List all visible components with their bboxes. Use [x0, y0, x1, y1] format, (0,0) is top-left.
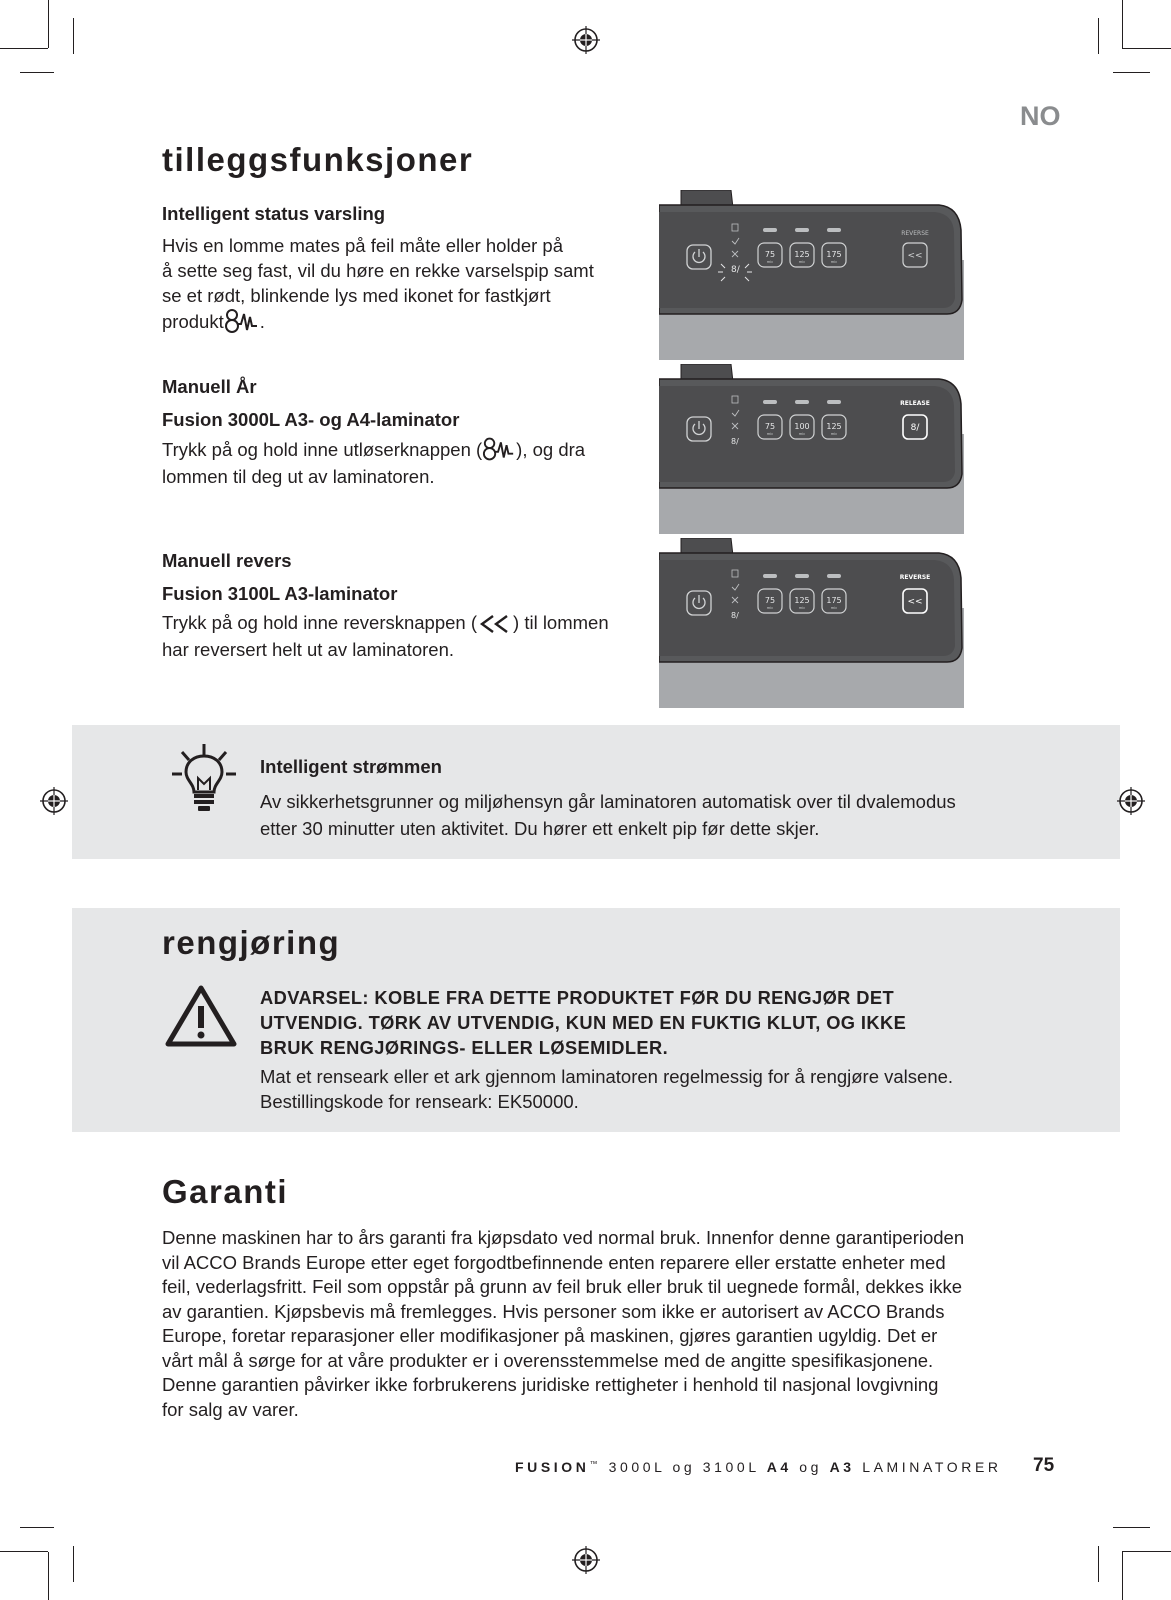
crop-mark — [1113, 1527, 1150, 1528]
crop-mark — [1122, 0, 1123, 48]
registration-mark-icon — [572, 1546, 600, 1574]
temp-unit: mic — [766, 432, 774, 436]
text-line — [162, 609, 609, 636]
temp-label: 125 — [826, 422, 842, 431]
crop-mark — [20, 72, 54, 73]
reverse-icon — [477, 613, 513, 635]
temp-unit: mic — [798, 260, 806, 264]
panel-button-label: REVERSE — [899, 574, 931, 581]
warning-line: UTVENDIG. TØRK AV UTVENDIG, KUN MED EN FUKTIG KLUT, OG IKKE — [260, 1012, 907, 1033]
release-icon — [482, 436, 516, 462]
text-line: Denne garantien påvirker ikke forbrukerens juridiske rettigheter i henhold til nasjonal lovgivning — [162, 1374, 939, 1395]
panel-button-symbol: << — [907, 251, 923, 261]
footer-conjunction: og — [799, 1459, 823, 1475]
temp-label: 175 — [826, 596, 842, 605]
crop-mark — [1113, 72, 1150, 73]
control-panel-drawing — [659, 364, 965, 534]
jam-indicator-label: 8/ — [731, 437, 739, 446]
crop-mark — [20, 1527, 54, 1528]
text-line: feil, vederlagsfritt. Feil som oppstår på grunn av feil bruk eller bruk til uegnede formål, dekkes ikke — [162, 1276, 962, 1297]
text-line: lommen til deg ut av laminatoren. — [162, 466, 435, 487]
crop-mark — [1122, 1551, 1171, 1552]
cleaning-warning — [260, 985, 906, 1060]
text-line: Europe, foretar reparasjoner eller modifikasjoner på maskinen, gjøres garantien ugyldig. Det er — [162, 1325, 938, 1346]
text-line: å sette seg fast, vil du høre en rekke varselspip samt — [162, 260, 594, 281]
tip-text — [260, 788, 956, 842]
crop-mark — [73, 18, 74, 54]
panel-button-label: RELEASE — [900, 400, 930, 407]
text-line: har reversert helt ut av laminatoren. — [162, 639, 455, 660]
text-line: vårt mål å sørge for at våre produkter er i overensstemmelse med de angitte spesifikasjonene. — [162, 1349, 934, 1371]
jam-indicator-label: 8/ — [731, 611, 739, 620]
temp-unit: mic — [798, 432, 806, 436]
panel-button-symbol: 8/ — [910, 423, 920, 433]
footer-format-a4: A4 — [766, 1459, 792, 1475]
jam-icon — [224, 308, 260, 334]
control-panel-drawing — [659, 538, 965, 708]
temp-label: 75 — [764, 422, 776, 431]
text-line: Denne maskinen har to års garanti fra kjøpsdato ved normal bruk. Innenfor denne garantiperioden — [162, 1227, 965, 1248]
temp-unit: mic — [830, 260, 838, 264]
registration-mark-icon — [1117, 787, 1145, 815]
footer-format-a3: A3 — [829, 1459, 855, 1475]
text-line: etter 30 minutter uten aktivitet. Du hører ett enkelt pip før dette skjer. — [260, 818, 820, 839]
text-line: av garantien. Kjøpsbevis må fremlegges. Hvis personer som ikke er autorisert av ACCO Brands — [162, 1300, 945, 1322]
crop-mark — [1098, 1546, 1099, 1582]
section-title-additional-functions: tilleggsfunksjoner — [162, 141, 474, 178]
text-line: se et rødt, blinkende lys med ikonet for fastkjørt — [162, 285, 551, 306]
crop-mark — [73, 1546, 74, 1582]
crop-mark — [1122, 1552, 1123, 1600]
warranty-text — [162, 1226, 964, 1422]
panel-button-label: REVERSE — [901, 230, 929, 237]
text-line: for salg av varer. — [162, 1398, 299, 1420]
control-panel-drawing — [659, 190, 965, 360]
temp-unit: mic — [830, 606, 838, 610]
temp-label: 75 — [764, 596, 776, 605]
temp-label: 75 — [764, 250, 776, 259]
footer-brand: FUSION — [515, 1459, 590, 1475]
crop-mark — [1098, 18, 1099, 54]
crop-mark — [0, 48, 48, 49]
lightbulb-icon — [170, 742, 238, 814]
temp-unit: mic — [830, 432, 838, 436]
manual-reverse-heading: Manuell revers — [162, 550, 292, 571]
text-line: Hvis en lomme mates på feil måte eller holder på — [162, 235, 564, 256]
text-line: vil ACCO Brands Europe etter eget forgodtbefinnende enten reparere eller erstatte enheter med — [162, 1251, 946, 1273]
footer-models: 3000L og 3100L — [608, 1459, 760, 1475]
warning-line: BRUK RENGJØRINGS- ELLER LØSEMIDLER. — [260, 1037, 669, 1058]
crop-mark — [48, 1552, 49, 1600]
page-number: 75 — [1033, 1455, 1055, 1476]
text-fragment: ) til lommen — [513, 612, 609, 633]
text-fragment: ), og dra — [516, 439, 586, 460]
crop-mark — [0, 1551, 48, 1552]
status-heading: Intelligent status varsling — [162, 203, 386, 224]
jam-indicator-label: 8/ — [731, 265, 740, 275]
text-fragment: Trykk på og hold inne utløserknappen ( — [162, 439, 483, 460]
text-line — [162, 308, 594, 334]
control-panel-illustration-reverse — [659, 538, 965, 708]
registration-mark-icon — [572, 26, 600, 54]
crop-mark — [1122, 48, 1171, 49]
temp-label: 125 — [794, 596, 810, 605]
temp-unit: mic — [766, 606, 774, 610]
control-panel-illustration-release — [659, 364, 965, 534]
status-text — [162, 233, 594, 334]
footer-trademark: ™ — [589, 1459, 602, 1469]
manual-reverse-model: Fusion 3100L A3-laminator — [162, 583, 398, 604]
temp-label: 175 — [826, 250, 842, 259]
manual-release-text — [162, 436, 585, 490]
temp-unit: mic — [766, 260, 774, 264]
text-fragment: Trykk på og hold inne reversknappen ( — [162, 612, 478, 633]
footer-product: LAMINATORER — [862, 1459, 1002, 1475]
temp-label: 100 — [794, 422, 810, 431]
language-code: NO — [1020, 101, 1061, 131]
temp-label: 125 — [794, 250, 810, 259]
text-line — [162, 436, 585, 463]
manual-reverse-text — [162, 609, 609, 663]
text-line: Mat et renseark eller et ark gjennom laminatoren regelmessig for å rengjøre valsene. — [260, 1066, 954, 1087]
text-fragment: produkt — [162, 311, 224, 332]
text-line: Av sikkerhetsgrunner og miljøhensyn går laminatoren automatisk over til dvalemodus — [260, 791, 956, 812]
manual-release-heading: Manuell År — [162, 376, 257, 397]
footer-product-line — [515, 1459, 1002, 1475]
control-panel-illustration-jam — [659, 190, 965, 360]
tip-heading: Intelligent strømmen — [260, 756, 442, 777]
manual-release-model: Fusion 3000L A3- og A4-laminator — [162, 409, 460, 430]
panel-button-symbol: << — [907, 597, 923, 607]
warning-line: ADVARSEL: KOBLE FRA DETTE PRODUKTET FØR DU RENGJØR DET — [260, 987, 895, 1008]
warning-icon — [164, 984, 238, 1048]
cleaning-text — [260, 1064, 953, 1114]
registration-mark-icon — [40, 787, 68, 815]
text-fragment: . — [259, 311, 265, 332]
temp-unit: mic — [798, 606, 806, 610]
section-title-cleaning: rengjøring — [162, 924, 341, 961]
crop-mark — [48, 0, 49, 48]
section-title-warranty: Garanti — [162, 1173, 289, 1210]
text-line: Bestillingskode for renseark: EK50000. — [260, 1091, 579, 1112]
